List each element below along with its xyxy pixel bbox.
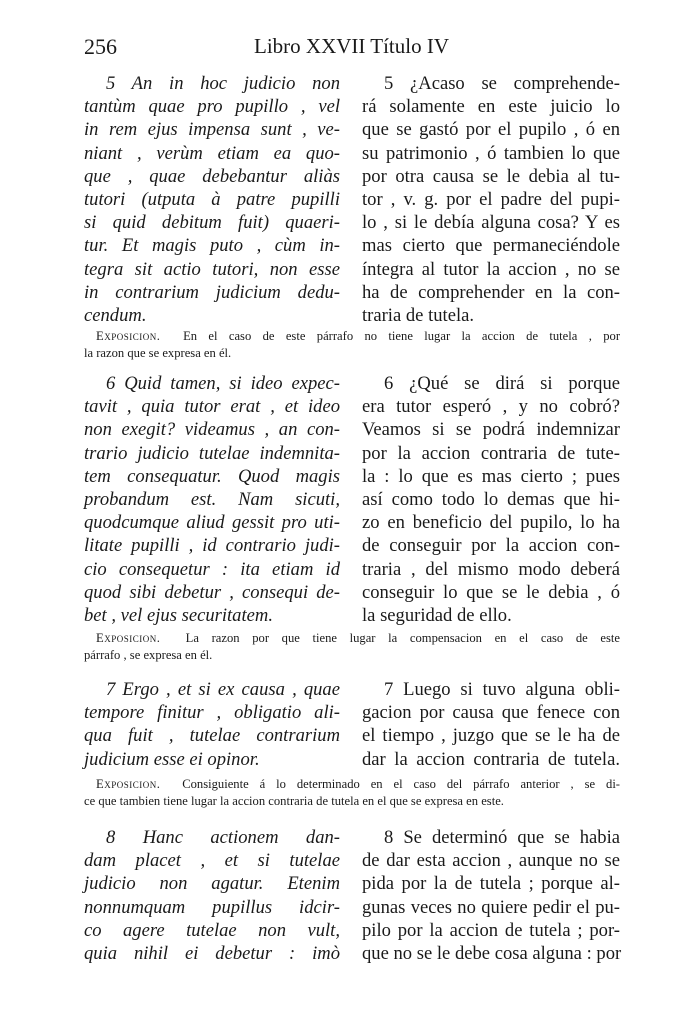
text-line: el tiempo , juzgo que se le ha de [362,725,620,747]
text-line: 7 Ergo , et si ex causa , quae [106,679,340,700]
text-line: non exegit? videamus , an con- [84,419,340,441]
text-line: 5 ¿Acaso se comprehende- [384,73,620,94]
text-line: 5 An in hoc judicio non [106,73,340,94]
text-line: que no se le debe cosa alguna : por [362,943,622,965]
text-line: co agere tutelae non vult, [84,919,340,941]
paragraph-section-5 [84,72,620,332]
text-line: tantùm quae pro pupillo , vel [84,96,340,118]
text-line: litate pupilli , id contrario judi- [84,535,340,557]
text-line: por otra causa se le debia al tu- [362,165,620,187]
exposicion-label: Exposicion. [96,777,161,791]
text-line: nonnumquam pupillus idcir- [84,896,340,918]
text-line: si quid debitum fuit) quaeri- [84,212,340,234]
text-line: judicio non agatur. Etenim [84,873,340,895]
text-line: 6 ¿Qué se dirá si porque [384,373,620,394]
text-line: mas cierto que permaneciéndole [362,235,620,257]
exposicion-label: Exposicion. [96,329,161,343]
text-line: in contrarium judicium dedu- [84,281,340,303]
exposicion-text [84,630,620,664]
spanish-text-column [362,72,620,327]
text-line: judicium esse ei opinor. [84,748,260,770]
text-line: ce que tambien tiene lugar la accion contraria de tutela en el que se expresa en este. [84,794,504,808]
text-line: tavit , quia tutor erat , et ideo [84,396,340,418]
text-line: la seguridad de ello. [362,605,512,627]
text-line: pilo por la accion de tutela ; por- [362,919,620,941]
text-line: Exposicion. En el caso de este párrafo no tiene lugar la accion de tutela , por [96,329,621,343]
text-line: Veamos si se podrá indemnizar [362,419,620,441]
text-line: la : lo que es mas cierto ; pues [362,465,620,487]
text-line: tem consequatur. Quod magis [84,465,340,487]
running-title: Libro XXVII Título IV [254,34,449,58]
text-line: 8 Se determinó que se habia [384,827,620,848]
text-line: traria de tutela. [362,305,475,327]
text-line: que , quae debebantur aliàs [84,165,340,187]
text-line: gacion por causa que fenece con [362,702,620,724]
text-line: cendum. [84,305,147,327]
latin-text-column [84,72,340,327]
text-line: tur. Et magis puto , cùm in- [84,235,340,257]
paragraph-section-7 [84,678,620,774]
text-line: la razon que se expresa en él. [84,346,232,360]
text-line: quod sibi debetur , consequi de- [84,581,340,603]
text-line: de conseguir por la accion con- [362,535,620,557]
text-line: lo , si le debía alguna cosa? Y es [362,212,620,234]
text-line: dar la accion contraria de tutela. [362,748,620,770]
page-header [84,34,620,64]
text-line: por la accion contraria de tute- [362,442,620,464]
text-line: niant , verùm etiam ea quo- [84,142,340,164]
spanish-text-column [362,678,620,771]
paragraph-section-6 [84,372,620,632]
text-line: tor , v. g. por el padre del pupi- [362,189,620,211]
text-line: cio consequetur : ita etiam id [84,558,340,580]
text-line: ha de comprehender en la con- [362,281,620,303]
text-line: bet , vel ejus securitatem. [84,605,273,627]
text-line: quodcumque aliud gessit pro uti- [84,512,340,534]
text-line: su patrimonio , ó tambien lo que [362,142,620,164]
text-line: 6 Quid tamen, si ideo expec- [106,373,340,394]
text-line: párrafo , se expresa en él. [84,648,213,662]
text-line: gunas veces no quiere pedir el pu- [362,896,620,918]
text-line: 7 Luego si tuvo alguna obli- [384,679,620,700]
text-line: pida por la de tutela ; porque al- [362,873,620,895]
latin-text-column [84,372,340,627]
page-number: 256 [84,34,117,59]
latin-text-column [84,826,340,965]
text-line: de dar esta accion , aunque no se [362,850,620,872]
exposicion-text [84,776,620,810]
text-line: que se gastó por el pupilo , ó en [362,119,620,141]
paragraph-section-8 [84,826,620,976]
latin-text-column [84,678,340,771]
text-line: era tutor esperó , y no cobró? [362,396,620,418]
text-line: quia nihil ei debetur : imò [84,943,340,965]
exposicion-label: Exposicion. [96,631,161,645]
text-line: íntegra al tutor la accion , no se [362,258,620,280]
text-line: dam placet , et si tutelae [84,850,340,872]
text-line: trario judicio tutelae indemnita- [84,442,340,464]
text-line: así como todo lo demas que hi- [362,489,620,511]
text-line: rá solamente en este juicio lo [362,96,620,118]
text-line: traria , del mismo modo deberá [362,558,620,580]
text-line: tempore finitur , obligatio ali- [84,702,340,724]
text-line: conseguir lo que se le debia , ó [362,581,620,603]
text-line: tutori (utputa à patre pupilli [84,189,340,211]
text-line: Exposicion. Consiguiente á lo determinado en el caso del párrafo anterior , se di- [96,777,621,791]
text-line: probandum est. Nam sicuti, [84,489,340,511]
text-line: 8 Hanc actionem dan- [106,827,340,848]
spanish-text-column [362,826,620,965]
spanish-text-column [362,372,620,627]
text-line: in rem ejus impensa sunt , ve- [84,119,340,141]
text-line: zo en beneficio del pupilo, lo ha [362,512,620,534]
text-line: Exposicion. La razon por que tiene lugar la compensacion en el caso de este [96,631,620,645]
exposicion-text [84,328,620,362]
text-line: qua fuit , tutelae contrarium [84,725,340,747]
text-line: tegra sit actio tutori, non esse [84,258,340,280]
